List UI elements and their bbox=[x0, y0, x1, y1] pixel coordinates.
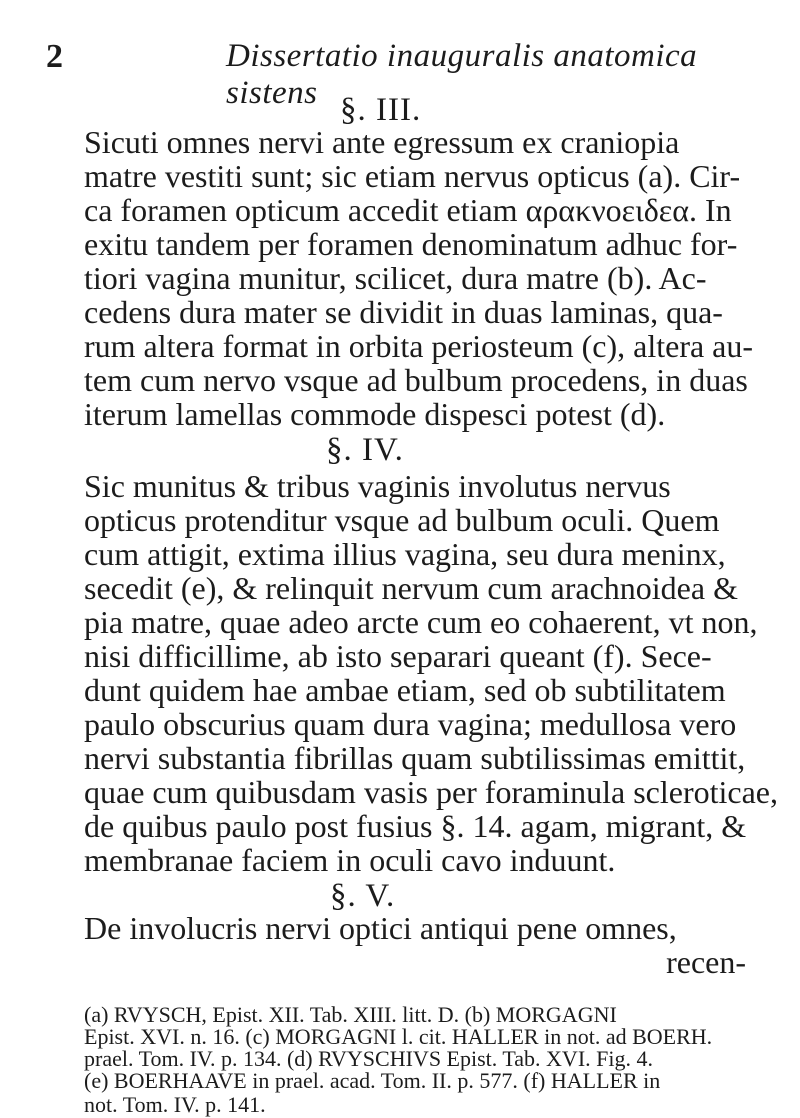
body-line: dunt quidem hae ambae etiam, sed ob subtilitatem bbox=[84, 672, 726, 708]
footnote-line: (a) RVYSCH, Epist. XII. Tab. XIII. litt. D. (b) MORGAGNI bbox=[84, 1002, 617, 1027]
body-line: De involucris nervi optici antiqui pene omnes, bbox=[84, 910, 677, 946]
footnote-line: (e) BOERHAAVE in prael. acad. Tom. II. p. 577. (f) HALLER in bbox=[84, 1068, 661, 1093]
body-line: ca foramen opticum accedit etiam αρακνοειδεα. In bbox=[84, 192, 732, 228]
section-heading-3: §. III. bbox=[340, 92, 422, 128]
body-line: cedens dura mater se dividit in duas laminas, qua- bbox=[84, 294, 723, 330]
section-heading-5: §. V. bbox=[330, 878, 396, 914]
body-line: tiori vagina munitur, scilicet, dura matre (b). Ac- bbox=[84, 260, 707, 296]
body-line: matre vestiti sunt; sic etiam nervus opticus (a). Cir- bbox=[84, 158, 741, 194]
catchword: recen- bbox=[666, 944, 746, 980]
body-line: secedit (e), & relinquit nervum cum arachnoidea & bbox=[84, 570, 738, 606]
footnote-line: prael. Tom. IV. p. 134. (d) RVYSCHIVS Epist. Tab. XVI. Fig. 4. bbox=[84, 1046, 653, 1071]
body-line: tem cum nervo vsque ad bulbum procedens, in duas bbox=[84, 362, 748, 398]
footnote-line: Epist. XVI. n. 16. (c) MORGAGNI l. cit. HALLER in not. ad BOERH. bbox=[84, 1024, 713, 1049]
body-line: Sicuti omnes nervi ante egressum ex craniopia bbox=[84, 124, 680, 160]
page-number: 2 bbox=[46, 38, 63, 75]
body-line: rum altera format in orbita periosteum (c), altera au- bbox=[84, 328, 754, 364]
running-title: Dissertatio inauguralis anatomica sistens bbox=[226, 38, 698, 111]
body-line: opticus protenditur vsque ad bulbum oculi. Quem bbox=[84, 502, 720, 538]
body-line: cum attigit, extima illius vagina, seu dura meninx, bbox=[84, 536, 726, 572]
body-line: nervi substantia fibrillas quam subtilissimas emittit, bbox=[84, 740, 746, 776]
body-line: membranae faciem in oculi cavo induunt. bbox=[84, 842, 616, 878]
body-line: nisi difficillime, ab isto separari queant (f). Sece- bbox=[84, 638, 712, 674]
footnote-line: not. Tom. IV. p. 141. bbox=[84, 1092, 266, 1117]
body-line: iterum lamellas commode dispesci potest (d). bbox=[84, 396, 666, 432]
body-line: exitu tandem per foramen denominatum adhuc for- bbox=[84, 226, 738, 262]
body-line: Sic munitus & tribus vaginis involutus nervus bbox=[84, 468, 671, 504]
body-line: paulo obscurius quam dura vagina; medullosa vero bbox=[84, 706, 737, 742]
section-heading-4: §. IV. bbox=[326, 432, 404, 468]
body-line: de quibus paulo post fusius §. 14. agam, migrant, & bbox=[84, 808, 747, 844]
body-line: quae cum quibusdam vasis per foraminula scleroticae, bbox=[84, 774, 778, 810]
body-line: pia matre, quae adeo arcte cum eo cohaerent, vt non, bbox=[84, 604, 758, 640]
